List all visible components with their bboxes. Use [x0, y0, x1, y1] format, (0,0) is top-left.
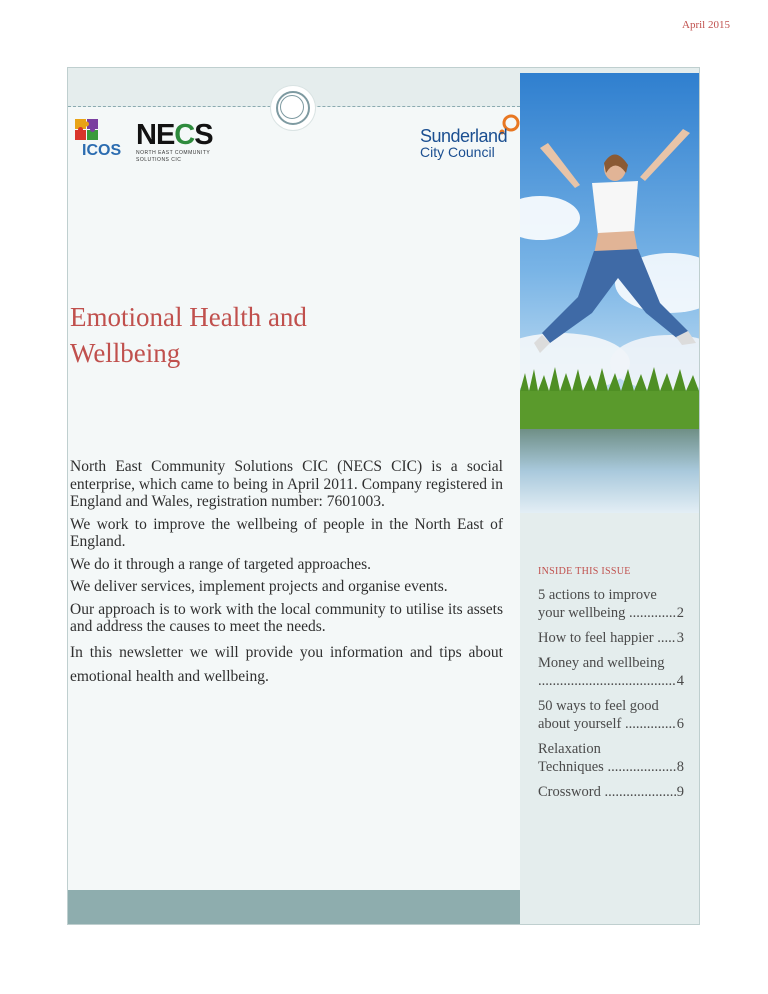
icos-logo [70, 118, 126, 164]
toc-item [538, 586, 684, 622]
sunderland-logo [418, 114, 522, 162]
inside-issue-heading: INSIDE THIS ISSUE [538, 566, 631, 577]
paragraph: We do it through a range of targeted approaches. [70, 555, 372, 573]
puzzle-icon [74, 118, 100, 142]
bottom-band [68, 890, 520, 924]
toc-page-number: 4 [676, 673, 684, 689]
main-column [68, 68, 520, 890]
toc-page-number: 6 [676, 716, 684, 732]
sunderland-logo-line2: City Council [420, 144, 495, 160]
jumping-woman-photo [520, 73, 699, 513]
toc-page-number: 3 [676, 630, 684, 646]
necs-logo [136, 120, 240, 162]
toc-item-title: 5 actions to improve [538, 587, 657, 603]
toc-item [538, 740, 684, 776]
necs-logo-subtitle: NORTH EAST COMMUNITY SOLUTIONS CIC [136, 150, 211, 163]
icos-logo-text: ICOS [82, 142, 122, 159]
toc-item-title: about yourself ..... [538, 715, 676, 733]
toc-item-title: Techniques ..... [538, 758, 676, 776]
toc-item-title: your wellbeing ..... [538, 604, 676, 622]
paragraph: Our approach is to work with the local community to utilise its assets and address the causes to meet the needs. [70, 600, 503, 635]
page-title: Emotional Health and Wellbeing [70, 302, 307, 368]
toc-item-title: Money and wellbeing [538, 655, 665, 671]
newsletter-cover [67, 67, 700, 925]
toc-item [538, 783, 684, 801]
toc-page-number: 9 [676, 784, 684, 800]
logo-strip [68, 114, 520, 166]
necs-logo-text: NECS [136, 119, 213, 151]
toc-item-title: Relaxation [538, 741, 601, 757]
sidebar [520, 68, 699, 924]
toc-item [538, 654, 684, 690]
toc-page-number: 2 [676, 605, 684, 621]
toc-item-title [538, 672, 676, 690]
paragraph: We work to improve the wellbeing of people in the North East of England. [70, 515, 503, 550]
paragraph: In this newsletter we will provide you information and tips about emotional health and wellbeing. [70, 643, 503, 685]
sunderland-logo-line1: Sunderland [420, 126, 508, 146]
table-of-contents [538, 586, 684, 808]
toc-item-title: Crossword ..... [538, 783, 676, 801]
paragraph: North East Community Solutions CIC (NECS CIC) is a social enterprise, which came to being in April 2011. Company registered in England and Wales, registration number: 7601003. [70, 458, 503, 510]
issue-date: April 2015 [682, 19, 730, 31]
toc-page-number: 8 [676, 759, 684, 775]
paragraph: We deliver services, implement projects and organise events. [70, 578, 448, 595]
toc-item [538, 629, 684, 647]
toc-item-title: 50 ways to feel good [538, 698, 659, 714]
toc-item-title: How to feel happier ..... [538, 629, 676, 647]
toc-item [538, 697, 684, 733]
intro-text [70, 458, 503, 694]
